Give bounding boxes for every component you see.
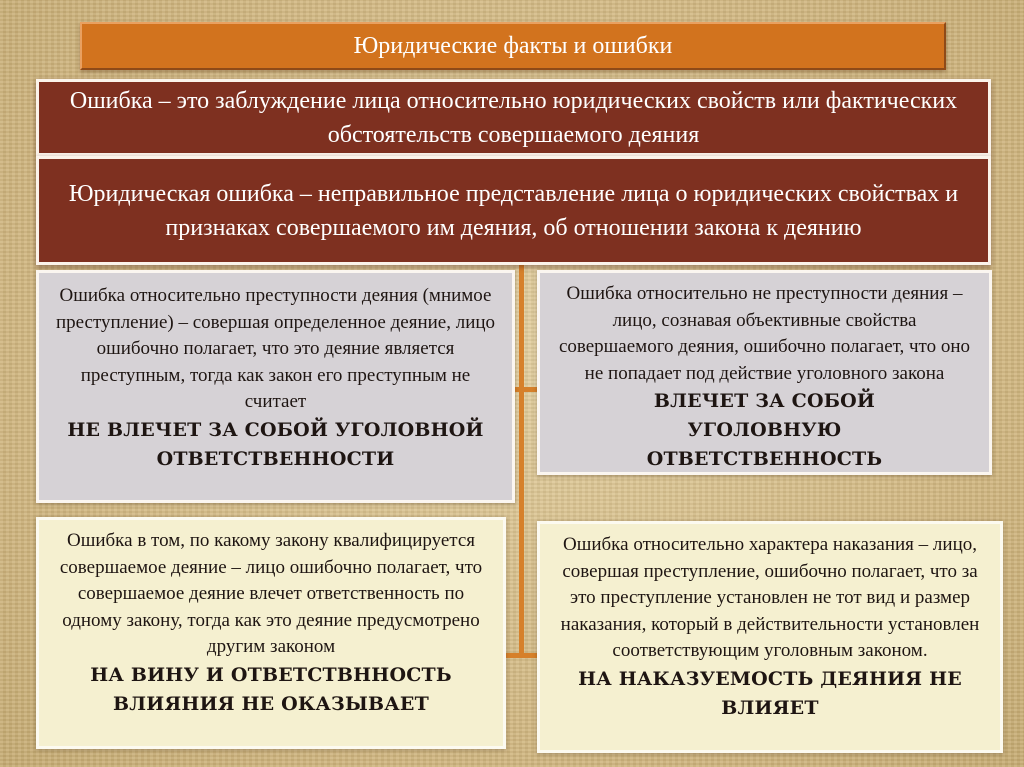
card-text: Ошибка относительно не преступности деяния – лицо, сознавая объективные свойства совершаемого деяния, ошибочно полагает, что оно не попадает под действие уголовного закона <box>558 283 971 384</box>
card-text: Ошибка относительно преступности деяния (мнимое преступление) – совершая определенное деяние, лицо ошибочно полагает, что это деяние является преступным, тогда как закон его преступным не считает <box>55 285 496 412</box>
card-text: Ошибка относительно характера наказания – лицо, совершая преступление, ошибочно полагает, что за это преступление установлен не тот вид и размер наказания, который в действительности установлен соответствующим уголовным законом. <box>560 534 980 661</box>
connector-branch-bottom <box>505 653 537 658</box>
card-text: Ошибка в том, по какому закону квалифицируется совершаемое деяние – лицо ошибочно полагает, что совершаемое деяние влечет ответственность по одному закону, тогда как это деяние предусмотрено другим законом <box>59 530 483 657</box>
card-punishment-error <box>537 521 1003 753</box>
definition-legal-error-text: Юридическая ошибка – неправильное представление лица о юридических свойствах и признаках совершаемого им деяния, об отношении закона к деянию <box>68 180 959 241</box>
card-non-criminality-error <box>537 270 992 475</box>
card-conclusion: НЕ ВЛЕЧЕТ ЗА СОБОЙ УГОЛОВНОЙ ОТВЕТСТВЕННОСТИ <box>67 418 484 470</box>
page-title-text: Юридические факты и ошибки <box>353 32 673 59</box>
card-qualification-error <box>36 517 506 749</box>
card-conclusion: НА ВИНУ И ОТВЕТСТВННОСТЬ ВЛИЯНИЯ НЕ ОКАЗЫВАЕТ <box>90 663 452 715</box>
card-imaginary-crime <box>36 270 515 503</box>
page-title <box>80 22 946 70</box>
definition-error-text: Ошибка – это заблуждение лица относительно юридических свойств или фактических обстоятельств совершаемого деяния <box>69 87 958 148</box>
connector-branch-top <box>512 387 537 392</box>
card-conclusion: НА НАКАЗУЕМОСТЬ ДЕЯНИЯ НЕ ВЛИЯЕТ <box>578 667 962 719</box>
card-conclusion: ВЛЕЧЕТ ЗА СОБОЙ УГОЛОВНУЮ ОТВЕТСТВЕННОСТЬ <box>646 390 883 470</box>
definition-error <box>36 79 991 156</box>
definition-legal-error <box>36 156 991 265</box>
connector-vertical <box>519 265 524 658</box>
